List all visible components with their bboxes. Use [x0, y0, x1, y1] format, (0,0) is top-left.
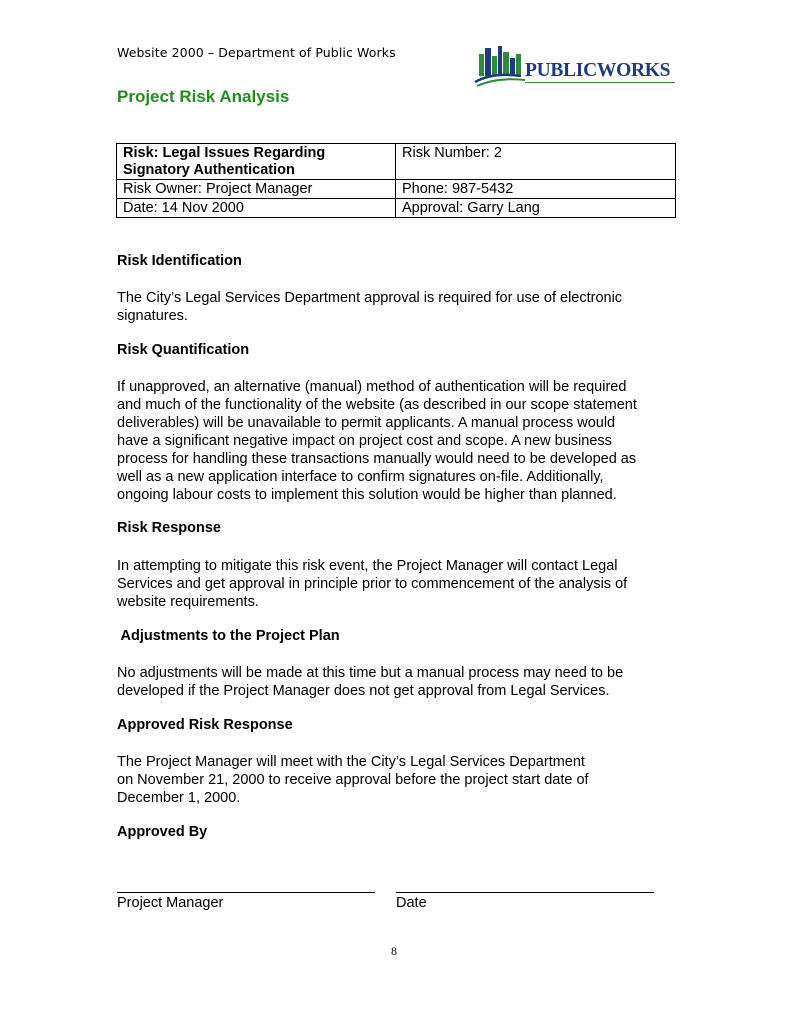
paragraph-line: deliverables) will be unavailable to permit applicants. A manual process would — [117, 415, 616, 431]
paragraph-line: developed if the Project Manager does not get approval from Legal Services. — [117, 683, 610, 699]
logo-underline — [525, 82, 675, 83]
risk-cell — [117, 144, 396, 180]
paragraph-line: have a significant negative impact on project cost and scope. A new business — [117, 433, 612, 449]
section-heading-identification: Risk Identification — [117, 253, 242, 269]
phone-cell: Phone: 987-5432 — [396, 180, 676, 199]
signature-line-date — [396, 892, 654, 893]
risk-label-continued: Signatory Authentication — [123, 162, 295, 178]
page-number: 8 — [391, 944, 397, 958]
table-row — [117, 180, 676, 199]
paragraph-line: on November 21, 2000 to receive approval before the project start date of — [117, 772, 589, 788]
risk-number-cell: Risk Number: 2 — [396, 144, 676, 180]
section-heading-approved-response: Approved Risk Response — [117, 717, 293, 733]
paragraph-line: The Project Manager will meet with the City’s Legal Services Department — [117, 754, 585, 770]
signature-label-project-manager: Project Manager — [117, 895, 224, 911]
paragraph-line: Services and get approval in principle prior to commencement of the analysis of — [117, 576, 628, 592]
approved-response-paragraph — [117, 753, 682, 807]
city-skyline-icon — [473, 44, 533, 88]
paragraph-line: If unapproved, an alternative (manual) method of authentication will be required — [117, 379, 627, 395]
adjustments-paragraph — [117, 664, 682, 700]
identification-paragraph — [117, 289, 682, 325]
risk-label: Risk: Legal Issues Regarding — [123, 145, 326, 161]
quantification-paragraph — [117, 378, 682, 504]
paragraph-line: website requirements. — [117, 594, 259, 610]
paragraph-line: signatures. — [117, 308, 188, 324]
table-row — [117, 199, 676, 218]
response-paragraph — [117, 557, 682, 611]
paragraph-line: well as a new application interface to confirm signatures on-file. Additionally, — [117, 469, 604, 485]
paragraph-line: No adjustments will be made at this time but a manual process may need to be — [117, 665, 624, 681]
page-title: Project Risk Analysis — [117, 87, 290, 106]
paragraph-line: process for handling these transactions manually would need to be developed as — [117, 451, 637, 467]
risk-owner-cell: Risk Owner: Project Manager — [117, 180, 396, 199]
risk-summary-table — [116, 143, 676, 218]
paragraph-line: The City’s Legal Services Department approval is required for use of electronic — [117, 290, 623, 306]
section-heading-adjustments: Adjustments to the Project Plan — [117, 628, 340, 644]
logo-wordmark: PUBLICWORKS — [525, 60, 671, 81]
signature-line-project-manager — [117, 892, 375, 893]
date-cell: Date: 14 Nov 2000 — [117, 199, 396, 218]
public-works-logo — [473, 44, 677, 88]
table-row — [117, 144, 676, 180]
running-header: Website 2000 – Department of Public Works — [117, 45, 396, 60]
section-heading-approved-by: Approved By — [117, 824, 208, 840]
paragraph-line: December 1, 2000. — [117, 790, 241, 806]
paragraph-line: ongoing labour costs to implement this solution would be higher than planned. — [117, 487, 617, 503]
approval-cell: Approval: Garry Lang — [396, 199, 676, 218]
paragraph-line: and much of the functionality of the website (as described in our scope statement — [117, 397, 637, 413]
paragraph-line: In attempting to mitigate this risk event, the Project Manager will contact Legal — [117, 558, 618, 574]
signature-label-date: Date — [396, 895, 427, 911]
section-heading-response: Risk Response — [117, 520, 221, 536]
section-heading-quantification: Risk Quantification — [117, 342, 250, 358]
